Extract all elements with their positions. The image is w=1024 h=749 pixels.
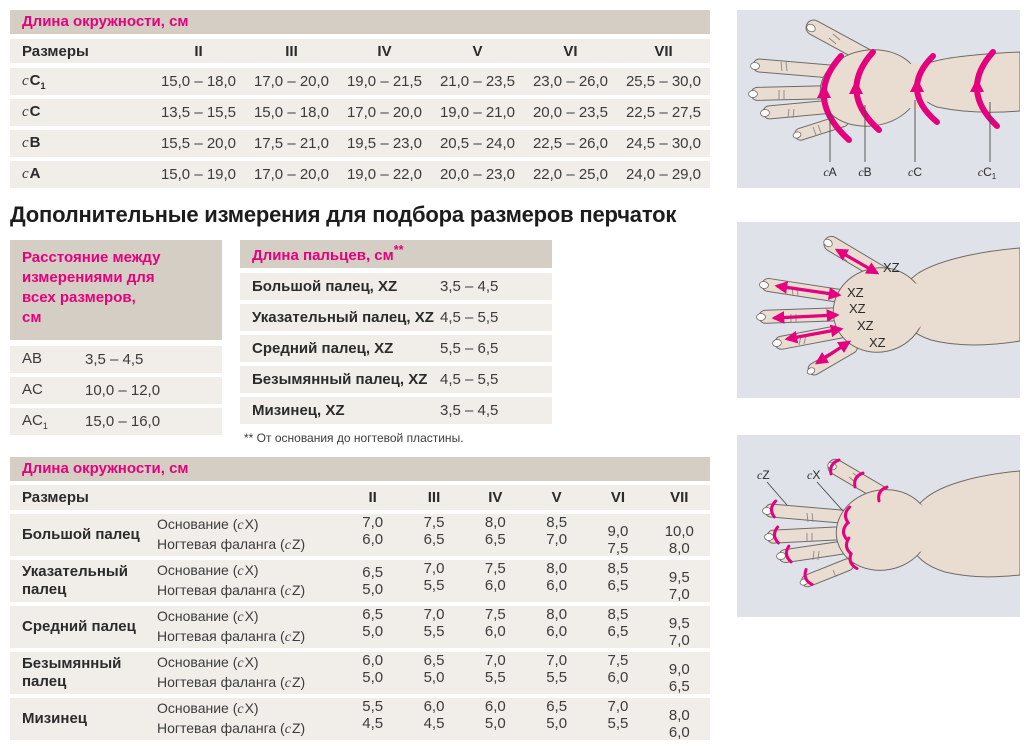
range-cell: 20,0 – 23,0 (439, 166, 516, 183)
table-row (240, 366, 552, 393)
value-pair: 7,5 6,0 (484, 605, 506, 640)
range-cell: 17,0 – 20,0 (346, 104, 423, 121)
measure-labels (157, 652, 342, 694)
table-row (240, 273, 552, 300)
finger-length-illustration (737, 222, 1020, 398)
range-cell: 3,5 – 4,5 (440, 402, 499, 419)
finger-name: Указательный палец (22, 563, 128, 598)
label-xz-ring: XZ (857, 318, 874, 333)
range-cell: 21,0 – 23,5 (439, 73, 516, 90)
size-col-header: II (368, 489, 377, 506)
finger-circumference-table (10, 457, 710, 740)
value-pair: 8,5 7,0 (546, 513, 568, 548)
label-cC1: $cC_1$ (977, 165, 997, 181)
finger-name: Большой палец (22, 526, 140, 543)
value-pair: 8,0 6,0 (668, 706, 690, 741)
row-label: Безымянный палец, XZ (252, 371, 428, 388)
additional-measures-section (10, 240, 710, 445)
finger-length-table (240, 240, 552, 424)
finger-circumference-illustration (737, 435, 1020, 617)
table-header-row (10, 39, 710, 63)
finger-name: Безымянный палец (22, 655, 122, 690)
value-pair: 9,0 6,5 (668, 660, 690, 695)
value-pair: 7,0 5,5 (607, 697, 629, 732)
value-pair: 8,5 6,5 (607, 605, 629, 640)
value-pair: 6,5 5,0 (362, 564, 384, 598)
col-header-sizes: Размеры (22, 42, 89, 60)
range-cell: 4,5 – 5,5 (440, 371, 499, 388)
range-cell: 22,5 – 27,5 (625, 104, 702, 121)
range-cell: 15,5 – 20,0 (160, 135, 237, 152)
row-label: $AC_1$ (22, 412, 48, 431)
size-col-header: III (285, 42, 298, 60)
range-cell: 22,0 – 25,0 (532, 166, 609, 183)
title-line: см (22, 309, 42, 326)
range-cell: 17,5 – 21,0 (253, 135, 330, 152)
row-label: cA (22, 165, 41, 182)
size-col-header: VI (610, 489, 626, 506)
range-cell: 17,0 – 20,0 (253, 73, 330, 90)
title-line: всех размеров, (22, 289, 136, 306)
finger-length-block (240, 240, 552, 445)
range-cell: 15,0 – 19,0 (160, 166, 237, 183)
range-cell: 3,5 – 4,5 (85, 351, 144, 368)
range-cell: 22,5 – 26,0 (532, 135, 609, 152)
value-pair: 6,5 5,0 (362, 605, 384, 640)
measure-labels (157, 606, 342, 648)
table-row (10, 606, 710, 648)
range-cell: 5,5 – 6,5 (440, 340, 499, 357)
size-col-header: VII (654, 42, 673, 60)
value-pair: 6,0 5,0 (362, 651, 384, 686)
finger-name: Средний палец (22, 618, 136, 635)
wrist-circumference-illustration (737, 10, 1020, 188)
label-cX: cX (807, 468, 821, 482)
size-col-header: VII (670, 489, 689, 506)
size-col-header: V (472, 42, 483, 60)
size-col-header: VI (563, 42, 578, 60)
measure-labels (157, 514, 342, 556)
row-label: cC (22, 103, 41, 120)
measure-labels (157, 698, 342, 740)
table-row (10, 130, 710, 157)
label-xz-middle: XZ (849, 301, 866, 316)
range-cell: 10,0 – 12,0 (85, 382, 161, 399)
nail-measure-label: Ногтевая фаланга (cZ) (157, 536, 306, 553)
label-cZ: cZ (757, 468, 770, 482)
value-pair: 8,0 6,0 (546, 605, 568, 640)
size-col-header: III (427, 489, 441, 506)
table-row (10, 99, 710, 126)
table-row (10, 161, 710, 188)
base-measure-label: Основание (cX) (157, 700, 259, 717)
label-xz-index: XZ (847, 285, 864, 300)
base-measure-label: Основание (cX) (157, 516, 259, 533)
table-row (240, 335, 552, 362)
value-pair: 8,0 6,5 (484, 513, 506, 548)
nail-measure-label: Ногтевая фаланга (cZ) (157, 720, 306, 737)
table-title (10, 240, 222, 340)
footnote-marker: ** (393, 243, 404, 257)
value-pair: 6,0 5,0 (484, 697, 506, 732)
value-pair: 9,5 7,0 (668, 614, 690, 649)
base-measure-label: Основание (cX) (157, 562, 259, 579)
range-cell: 19,0 – 22,0 (346, 166, 423, 183)
range-cell: 25,5 – 30,0 (625, 73, 702, 90)
value-pair: 7,0 6,0 (362, 513, 384, 548)
size-col-header: IV (488, 489, 503, 506)
base-measure-label: Основание (cX) (157, 654, 259, 671)
nail-measure-label: Ногтевая фаланга (cZ) (157, 582, 306, 599)
row-label: $cC_1$ (22, 72, 46, 91)
table-title: Длина пальцев, см** (240, 240, 552, 268)
range-cell: 15,0 – 18,0 (253, 104, 330, 121)
table-row (10, 560, 710, 602)
value-pair: 8,5 6,5 (607, 559, 629, 594)
label-cB: cB (858, 165, 872, 179)
table-row (10, 514, 710, 556)
row-label: cB (22, 134, 41, 151)
value-pair: 7,5 6,5 (423, 513, 445, 548)
value-pair: 6,0 4,5 (423, 697, 445, 732)
row-label: AB (22, 350, 43, 367)
table-title: Длина окружности, см (10, 457, 710, 481)
value-pair: 7,0 5,5 (423, 559, 445, 594)
range-cell: 4,5 – 5,5 (440, 309, 499, 326)
nail-measure-label: Ногтевая фаланга (cZ) (157, 628, 306, 645)
table-row (10, 68, 710, 95)
value-pair: 7,5 6,0 (484, 559, 506, 594)
table-row (10, 377, 222, 404)
tables-column (10, 10, 710, 744)
table-row (10, 652, 710, 694)
value-pair: 9,0 7,5 (607, 522, 629, 557)
table-row (10, 408, 222, 435)
distance-table (10, 240, 222, 439)
range-cell: 17,0 – 20,0 (253, 166, 330, 183)
size-col-header: II (194, 42, 203, 60)
range-cell: 13,5 – 15,5 (160, 104, 237, 121)
table-row (10, 698, 710, 740)
label-cC: cC (908, 165, 922, 179)
label-xz-pinky: XZ (869, 335, 886, 350)
value-pair: 8,0 6,0 (546, 559, 568, 594)
value-pair: 7,0 5,5 (423, 605, 445, 640)
value-pair: 7,0 5,5 (546, 651, 568, 686)
wrist-circumference-table (10, 10, 710, 188)
value-pair: 6,5 5,0 (423, 651, 445, 686)
label-cA: cA (823, 165, 837, 179)
size-col-header: V (551, 489, 562, 506)
row-label: Указательный палец, XZ (252, 309, 434, 326)
row-label: Средний палец, XZ (252, 340, 394, 357)
finger-name: Мизинец (22, 710, 88, 727)
range-cell: 20,5 – 24,0 (439, 135, 516, 152)
value-pair: 10,0 8,0 (664, 522, 694, 557)
size-col-header: IV (377, 42, 392, 60)
value-pair: 9,5 7,0 (668, 568, 690, 603)
footnote: ** От основания до ногтевой пластины. (244, 431, 464, 445)
row-label: AC (22, 381, 43, 398)
range-cell: 19,0 – 21,5 (346, 73, 423, 90)
range-cell: 15,0 – 18,0 (160, 73, 237, 90)
range-cell: 19,5 – 23,0 (346, 135, 423, 152)
nail-measure-label: Ногтевая фаланга (cZ) (157, 674, 306, 691)
value-pair: 6,5 5,0 (546, 697, 568, 732)
range-cell: 23,0 – 26,0 (532, 73, 609, 90)
col-header-sizes: Размеры (22, 489, 89, 506)
value-pair: 7,5 6,0 (607, 651, 629, 686)
range-cell: 15,0 – 16,0 (85, 413, 161, 430)
table-title: Длина окружности, см (10, 10, 710, 34)
range-cell: 24,5 – 30,0 (625, 135, 702, 152)
row-label: Большой палец, XZ (252, 278, 398, 295)
value-pair: 7,0 5,5 (484, 651, 506, 686)
title-line: Расстояние между (22, 249, 161, 266)
section-heading: Дополнительные измерения для подбора размеров перчаток (10, 202, 677, 227)
table-row (240, 397, 552, 424)
range-cell: 20,0 – 23,5 (532, 104, 609, 121)
title-line: измерениями для (22, 269, 155, 286)
range-cell: 3,5 – 4,5 (440, 278, 499, 295)
label-xz-thumb: XZ (883, 260, 900, 275)
value-pair: 5,5 4,5 (362, 697, 384, 732)
table-header-row (10, 485, 710, 510)
table-row (10, 346, 222, 373)
base-measure-label: Основание (cX) (157, 608, 259, 625)
range-cell: 24,0 – 29,0 (625, 166, 702, 183)
row-label: Мизинец, XZ (252, 402, 345, 419)
range-cell: 19,0 – 21,0 (439, 104, 516, 121)
table-row (240, 304, 552, 331)
measure-labels (157, 560, 342, 602)
